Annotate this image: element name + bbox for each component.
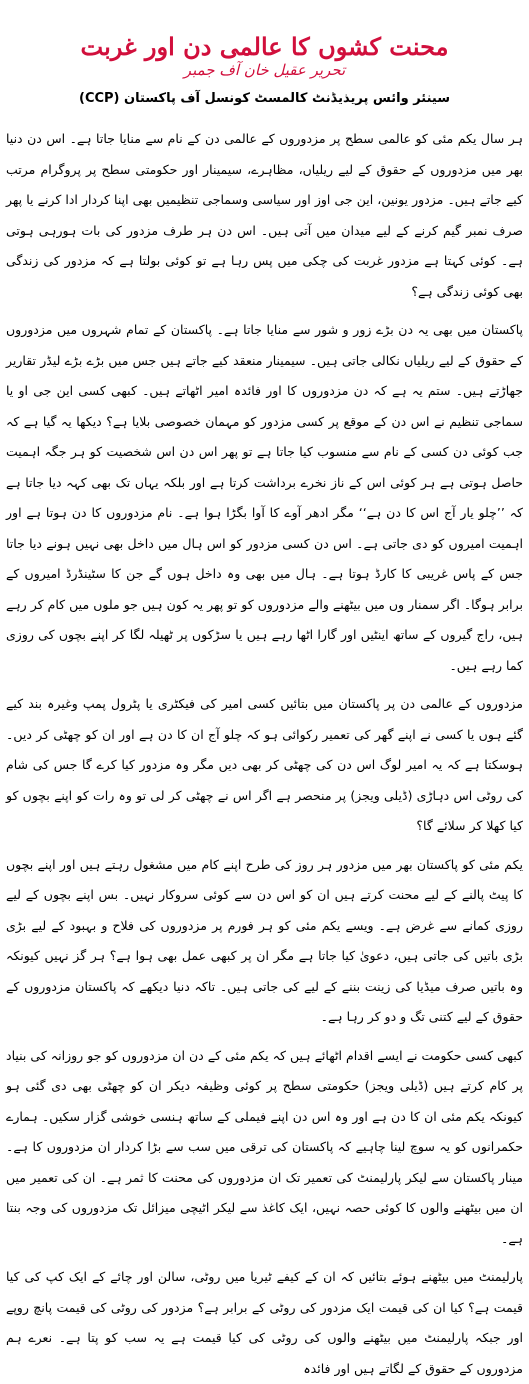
article-byline: تحریر عقیل خان آف جمبر <box>183 61 346 79</box>
article-paragraph: مزدوروں کے عالمی دن پر پاکستان میں بتائیں کسی امیر کی فیکٹری یا پٹرول پمپ وغیرہ بند کیے گئے ہوں یا کسی نے اپنے گھر کی تعمیر رکوائی ہو کہ چلو آج ان کا دن ہے اور ان کو چھٹی کر دیں۔ ہوسکتا ہے کہ یہ امیر لوگ اس دن کی چھٹی کر بھی دیں مگر وہ مزدور کیا کرے گا جس کی شام کی روٹی اس دہاڑی (ڈیلی ویجز) پر منحصر ہے اگر اس نے چھٹی کر لی تو وہ رات کو اپنے بچوں کو کیا کھلا کر سلائے گا؟ <box>6 696 523 833</box>
article-paragraph: کبھی کسی حکومت نے ایسے اقدام اٹھائے ہیں کہ یکم مئی کے دن ان مزدوروں کو جو روزانہ کی بنیاد پر کام کرتے ہیں (ڈیلی ویجز) حکومتی سطح پر کوئی وظیفہ دیکر ان کو چھٹی بھی دی گئی ہو کیونکہ یکم مئی ان کا دن ہے اور وہ اس دن اپنے فیملی کے ساتھ ہنسی خوشی گزار سکیں۔ ہمارے حکمرانوں کو یہ سوچ لینا چاہیے کہ پاکستان کی ترقی میں سب سے بڑا کردار ان مزدوروں کا ہے۔ مینار پاکستان سے لیکر پارلیمنٹ کی تعمیر تک ان مزدوروں کی محنت کا ثمر ہے۔ ان کی تعمیر میں ان میں بیٹھنے والوں کا کوئی حصہ نہیں، ایک کاغذ سے لیکر اٹیچی میزائل تک مزدوروں کی وجہ بنتا ہے۔ <box>6 1047 523 1246</box>
article-paragraph: پاکستان میں بھی یہ دن بڑے زور و شور سے منایا جاتا ہے۔ پاکستان کے تمام شہروں میں مزدوروں کے حقوق کے لیے ریلیاں نکالی جاتی ہیں۔ سیمینار منعقد کیے جاتے ہیں جس میں بڑے بڑے لیڈر تقاریر جھاڑتے ہیں۔ ستم یہ ہے کہ دن مزدوروں کا اور فائدہ امیر اٹھاتے ہیں۔ کبھی کسی این جی او یا سماجی تنظیم نے اس دن کے موقع پر کسی مزدور کو مہمان خصوصی بلایا ہے؟ دیکھا یہ گیا ہے کہ جب کوئی دن کسی کے نام سے منسوب کیا جاتا ہے تو پھر اس دن اس شخصیت کو ہر جگہ اہمیت حاصل ہوتی ہے ہر کوئی اس کے ناز نخرے برداشت کرتا ہے اور بلکہ یہاں تک بھی کہہ دیا جاتا ہے کہ ’’چلو یار آج اس کا دن ہے‘‘ مگر ادھر آوے کا آوا بگڑا ہوا ہے۔ نام مزدوروں کا دن ہوتا ہے اور اہمیت امیروں کو دی جاتی ہے۔ اس دن کسی مزدور کو اس ہال میں داخل بھی نہیں ہونے دیا جاتا جس کے پاس غریبی کا کارڈ ہوتا ہے۔ ہال میں بھی وہ داخل ہوں گے جن کا سٹینڈرڈ امیروں کے برابر ہوگا۔ اگر سمنار وں میں بیٹھنے والے مزدوروں کو تو پھر یہ کون ہیں جو ملوں میں کام کر رہے ہیں، راج گیروں کے ساتھ اینٹیں اور گارا اٹھا رہے ہیں یا سڑکوں پر ٹھیلہ لگا کر اپنے بچوں کی روزی کما رہے ہیں۔ <box>6 322 523 673</box>
article-paragraph: یکم مئی کو پاکستان بھر میں مزدور ہر روز کی طرح اپنے کام میں مشغول رہتے ہیں اور اپنے بچوں کا پیٹ پالنے کے لیے محنت کرتے ہیں ان کو اس دن سے کوئی سروکار نہیں۔ بس اپنے بچوں کے لیے روزی کمانے سے غرض ہے۔ ویسے یکم مئی کو ہر فورم پر مزدوروں کی فلاح و بہبود کے لیے بڑی بڑی باتیں کی جاتی ہیں، دعویٰ کیا جاتا ہے مگر ان پر کبھی عمل بھی ہوا ہے؟ ہر گز نہیں کیونکہ وہ باتیں صرف میڈیا کی زینت بننے کے لیے کی جاتی ہیں۔ تاکہ دنیا دیکھے کہ پاکستان مزدوروں کے حقوق کے لیے کتنی تگ و دو کر رہا ہے۔ <box>6 856 523 1024</box>
article-paragraph: پارلیمنٹ میں بیٹھنے ہوئے بتائیں کہ ان کے کیفے ٹیریا میں روٹی، سالن اور چائے کے ایک کپ کی کیا قیمت ہے؟ کیا ان کی قیمت ایک مزدور کی روٹی کے برابر ہے؟ مزدور کی روٹی کی قیمت پانچ روپے اور جبکہ پارلیمنٹ میں بیٹھنے والوں کی روٹی کی کیا قیمت ہے یہ سب کو پتا ہے۔ نعرے ہم مزدوروں کے حقوق کے لگاتے ہیں اور فائدہ <box>6 1269 523 1376</box>
article-title: محنت کشوں کا عالمی دن اور غربت <box>80 32 449 62</box>
article-body <box>6 124 523 1376</box>
article-paragraph: ہر سال یکم مئی کو عالمی سطح پر مزدوروں کے عالمی دن کے نام سے منایا جاتا ہے۔ اس دن دنیا بھر میں مزدوروں کے حقوق کے لیے ریلیاں، مظاہرے، سیمینار اور حکومتی سطح پر پروگرام مرتب کیے جاتے ہیں۔ مزدور یونین، این جی اوز اور سیاسی وسماجی تنظیمیں بھی اپنا کردار ادا کرنے یا پھر صرف نمبر گیم کرنے کے لیے میدان میں آتی ہیں۔ اس دن ہر طرف مزدور کی بات ہورہی ہوتی ہے۔ کوئی کہتا ہے مزدور غربت کی چکی میں پس رہا ہے تو کوئی بولتا ہے کہ مزدور کی زندگی بھی کوئی زندگی ہے؟ <box>6 131 523 299</box>
author-affiliation: سینئر وائس پریذیڈنٹ کالمسٹ کونسل آف پاکستان (CCP) <box>78 91 450 106</box>
